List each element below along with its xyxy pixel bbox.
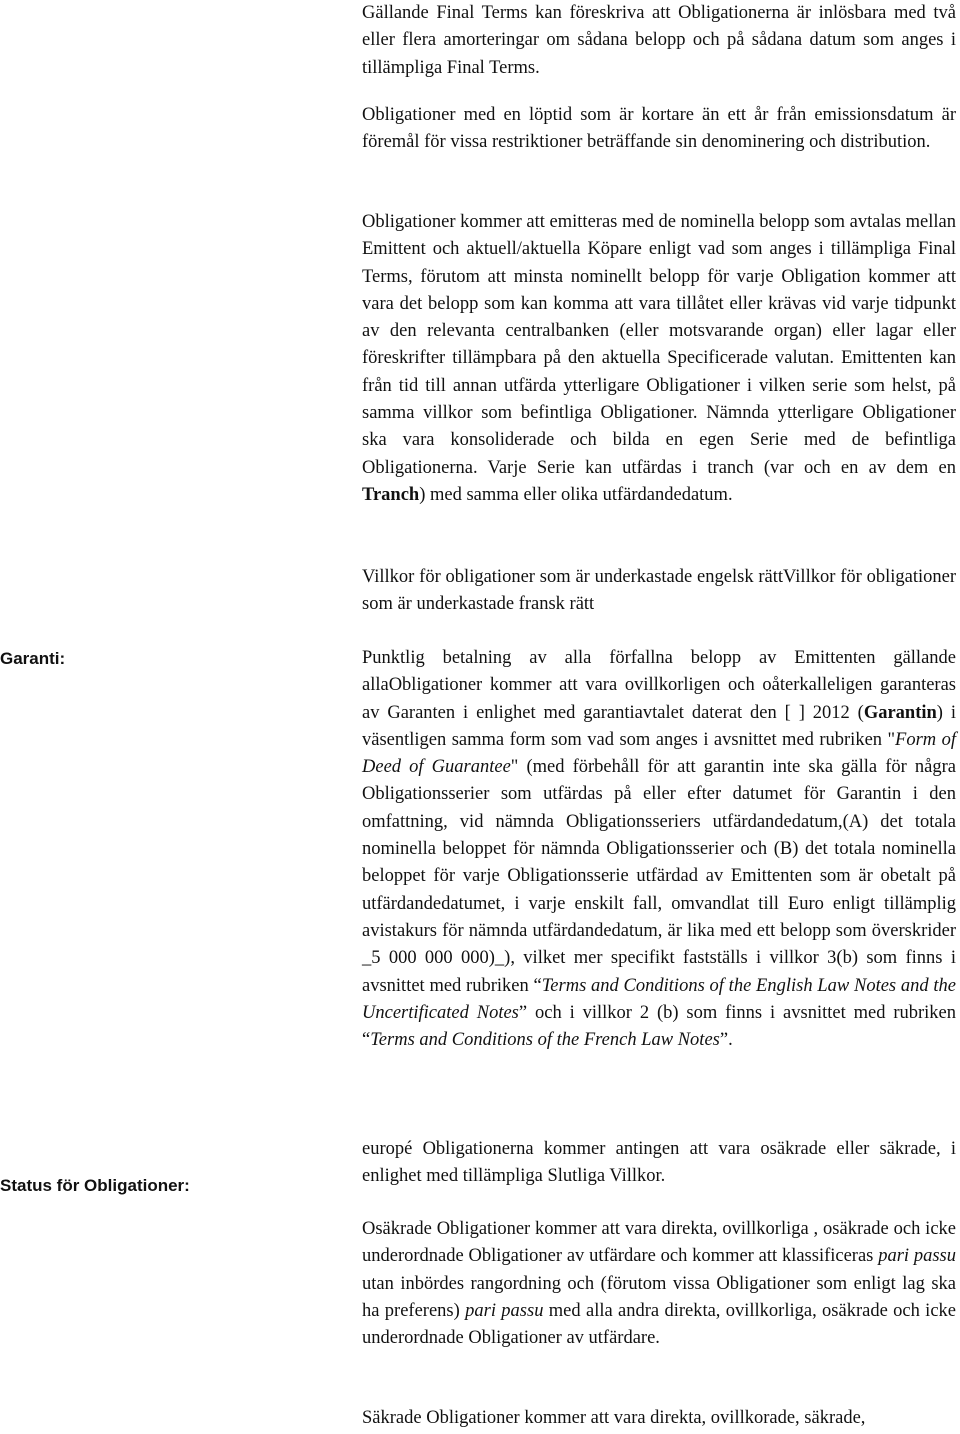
status2-text-2: utan inbördes rangordning och (förutom vissa Obligationer som enligt lag ska ha preferens) bbox=[362, 1273, 956, 1321]
denomination-text-1: Obligationer kommer att emitteras med de nominella belopp som avtalas mellan Emittent och aktuell/aktuella Köpare enligt vad som anges i tillämpliga Final Terms, förutom att minsta nominellt belopp för varje Obligation kommer att vara det belopp som kan komma att vara tillåtet eller krävas vid varje tidpunkt av den relevanta centralbanken (eller motsvarande organ) eller lagar eller föreskrifter tillämpbara på den aktuella Specificerade valutan. Emittenten kan från tid till annan utfärda ytterligare Obligationer i vilken serie som helst, på samma villkor som befintliga Obligationer. Nämnda ytterligare Obligationer ska vara konsoliderade och bilda en egen Serie med de befintliga Obligationerna. Varje Serie kan utfärdas i tranch (var och en av dem en bbox=[362, 212, 956, 478]
conditions-paragraph: Villkor för obligationer som är underkastade engelsk rättVillkor för obligationer som är underkastade fransk rätt bbox=[362, 567, 956, 615]
maturity-paragraph: Obligationer med en löptid som är kortare än ett år från emissionsdatum är föremål för vissa restriktioner beträffande sin denominering och distribution. bbox=[362, 105, 956, 153]
status2-text-3: med alla andra direkta, ovillkorliga, osäkrade och icke underordnade Obligationer av utfärdare. bbox=[362, 1300, 956, 1349]
denomination-text-2: ) med samma eller olika utfärdandedatum. bbox=[419, 484, 733, 505]
status2-text-1: Osäkrade Obligationer kommer att vara direkta, ovillkorliga , osäkrade och icke underordnade Obligationer av utfärdare och kommer att klassificeras bbox=[362, 1219, 956, 1267]
guarantee-text-5: ”. bbox=[719, 1030, 733, 1051]
guarantee-term: Garantin bbox=[863, 702, 937, 723]
deed-of-guarantee-title: Form of Deed of Guarantee bbox=[362, 729, 957, 778]
status-paragraph-3: Säkrade Obligationer kommer att vara direkta, ovillkorade, säkrade, bbox=[362, 1408, 866, 1428]
english-law-title: Terms and Conditions of the English Law Notes and the Uncertificated Notes bbox=[362, 975, 956, 1023]
guarantee-text-4: ” och i villkor 2 (b) som finns i avsnittet med rubriken “ bbox=[362, 1002, 956, 1051]
guarantee-text-2: ) i väsentligen samma form som vad som anges i avsnittet med rubriken " bbox=[362, 702, 956, 750]
guarantee-paragraph bbox=[362, 645, 956, 1054]
french-law-title: Terms and Conditions of the French Law Notes bbox=[370, 1030, 720, 1051]
guarantee-text-3: " (med förbehåll för att garantin inte ska gälla för några Obligationsserier som utfärdas på eller efter datumet för Garantin i den omfattning, vid nämnda Obligationsseriers utfärdandedatum,(A) det totala nominella beloppet för nämnda Obligationsserier och (B) det totala nominella beloppet för varje Obligationsserie utfärdad av Emittenten som är obetalt på utfärdandedatumet, i varje enskilt fall, omvandlat till Euro enligt tillämplig avistakurs för nämnda utfärdandedatum, är lika med ett belopp som överskrider _5 000 000 000)_), vilket mer specifikt fastställs i villkor 3(b) som finns i avsnittet med rubriken “ bbox=[362, 757, 956, 996]
guarantee-label: Garanti: bbox=[0, 649, 66, 668]
status-paragraph-2 bbox=[362, 1216, 956, 1352]
redemption-paragraph: Gällande Final Terms kan föreskriva att Obligationerna är inlösbara med två eller flera amorteringar om sådana belopp och på sådana datum som anges i tillämpliga Final Terms. bbox=[362, 3, 956, 78]
guarantee-text-1: Punktlig betalning av alla förfallna belopp av Emittenten gällande allaObligationer kommer att vara ovillkorligen och oåterkalleligen garanteras av Garanten i enlighet med garantiavtalet daterat den [ ] 2012 ( bbox=[362, 648, 956, 723]
denomination-paragraph bbox=[362, 209, 956, 509]
status-paragraph-1: europé Obligationerna kommer antingen att vara osäkrade eller säkrade, i enlighet med tillämpliga Slutliga Villkor. bbox=[362, 1139, 956, 1187]
status-label: Status för Obligationer: bbox=[0, 1176, 190, 1195]
pari-passu-2: pari passu bbox=[465, 1300, 544, 1321]
tranch-term: Tranch bbox=[362, 484, 420, 505]
pari-passu-1: pari passu bbox=[878, 1246, 956, 1267]
